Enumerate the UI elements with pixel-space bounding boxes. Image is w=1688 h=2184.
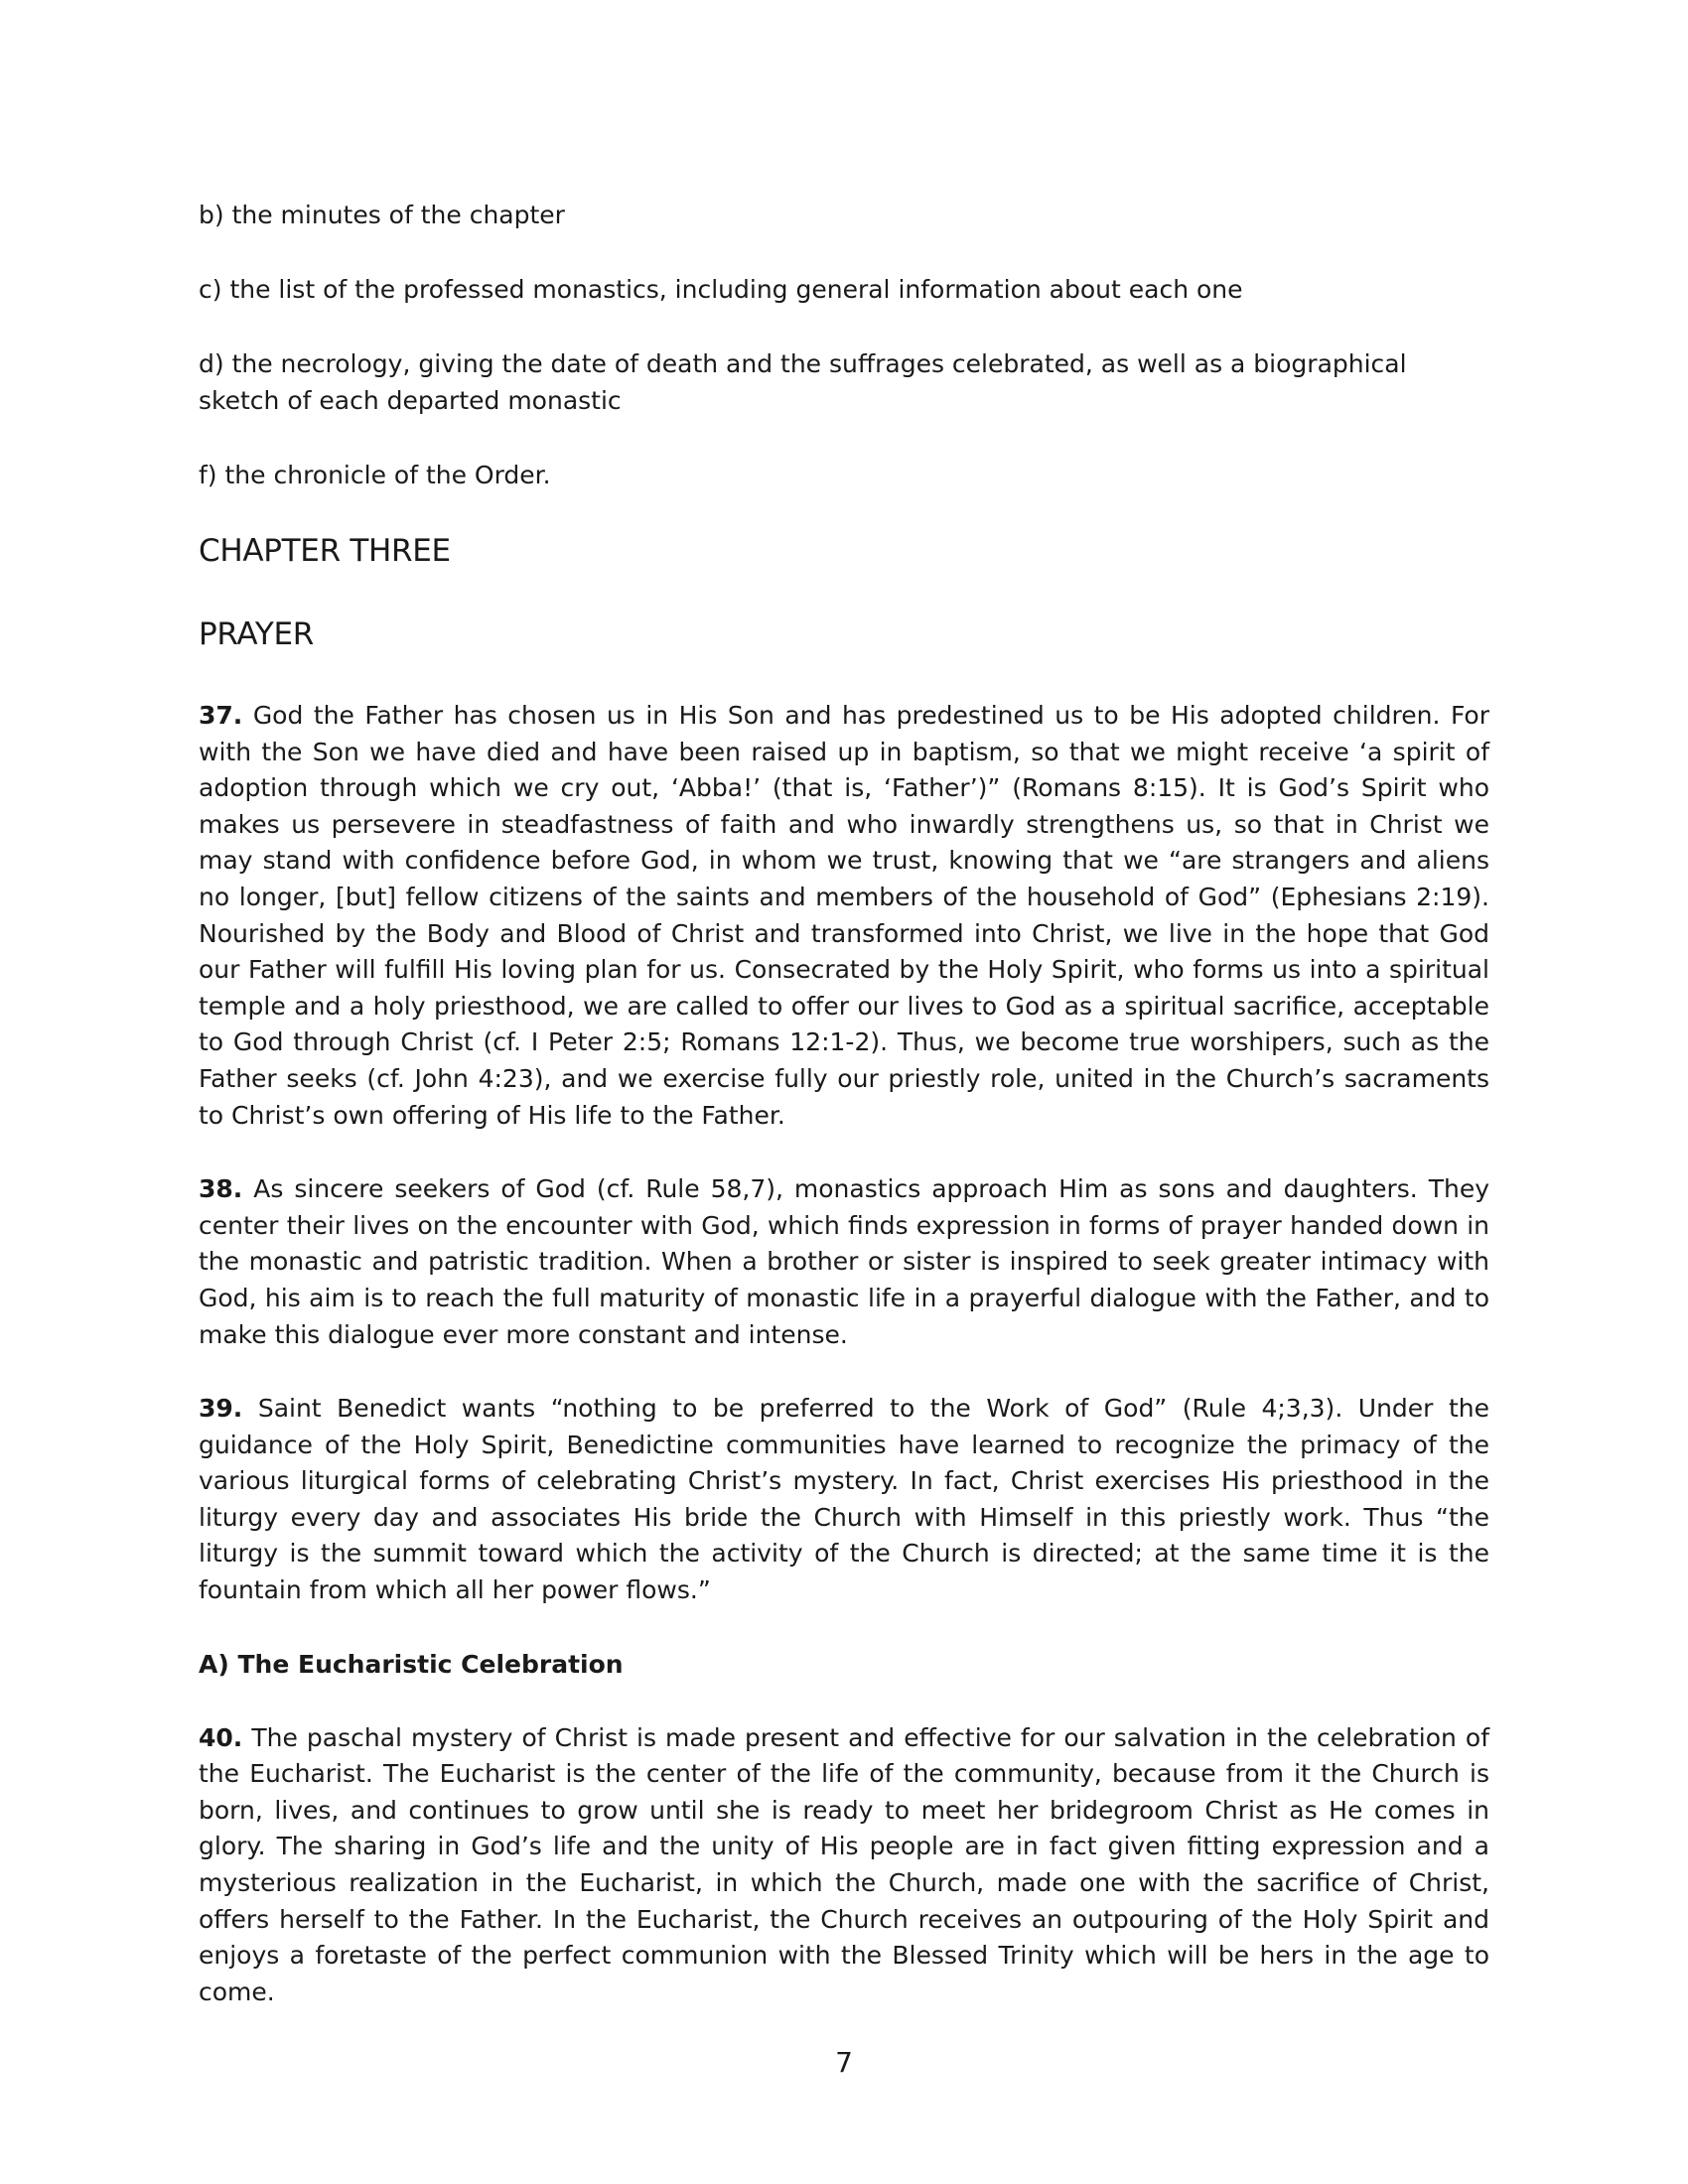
list-item-minutes: b) the minutes of the chapter bbox=[199, 201, 565, 229]
paragraph-text: Saint Benedict wants “nothing to be preferred to the Work of God” (Rule 4;3,3). Under the guidance of the Holy Spirit, Benedictine communities have learned to recognize the primacy of the various liturgical forms of celebrating Christ’s mystery. In fact, Christ exercises His priesthood in the liturgy every day and associates His bride the Church with Himself in this priestly work. Thus “the liturgy is the summit toward which the activity of the Church is directed; at the same time it is the fountain from which all her power flows.” bbox=[199, 1394, 1490, 1605]
paragraph-37 bbox=[199, 698, 1489, 1134]
paragraph-40 bbox=[199, 1720, 1489, 2011]
subheading-eucharistic-celebration: A) The Eucharistic Celebration bbox=[199, 1649, 624, 1679]
list-item-necrology: d) the necrology, giving the date of death and the suffrages celebrated, as well as a biographical sketch of each departed monastic bbox=[199, 349, 1407, 415]
paragraph-text: The paschal mystery of Christ is made present and effective for our salvation in the celebration of the Eucharist. The Eucharist is the center of the life of the community, because from it the Church is born, lives, and continues to grow until she is ready to meet her bridegroom Christ as He comes in glory. The sharing in God’s life and the unity of His people are in fact given fitting expression and a mysterious realization in the Eucharist, in which the Church, made one with the sacrifice of Christ, offers herself to the Father. In the Eucharist, the Church receives an outpouring of the Holy Spirit and enjoys a foretaste of the perfect communion with the Blessed Trinity which will be hers in the age to come. bbox=[199, 1722, 1489, 2006]
paragraph-38 bbox=[199, 1171, 1489, 1353]
paragraph-number: 40. bbox=[199, 1722, 243, 1752]
paragraph-text: God the Father has chosen us in His Son and has predestined us to be His adopted children. For with the Son we have died and have been raised up in baptism, so that we might receive ‘a spirit of adoption through which we cry out, ‘Abba!’ (that is, ‘Father’)” (Romans 8:15). It is God’s Spirit who makes us persevere in steadfastness of faith and who inwardly strengthens us, so that in Christ we may stand with confidence before God, in whom we trust, knowing that we “are strangers and aliens no longer, [but] fellow citizens of the saints and members of the household of God” (Ephesians 2:19). Nourished by the Body and Blood of Christ and transformed into Christ, we live in the hope that God our Father will fulfill His loving plan for us. Consecrated by the Holy Spirit, who forms us into a spiritual temple and a holy priesthood, we are called to offer our lives to God as a spiritual sacrifice, acceptable to God through Christ (cf. I Peter 2:5; Romans 12:1-2). Thus, we become true worshipers, such as the Father seeks (cf. John 4:23), and we exercise fully our priestly role, united in the Church’s sacraments to Christ’s own offering of His life to the Father. bbox=[199, 701, 1490, 1130]
list-item-professed-list: c) the list of the professed monastics, including general information about each one bbox=[199, 275, 1243, 304]
paragraph-number: 37. bbox=[199, 701, 243, 730]
document-page bbox=[199, 197, 1489, 2048]
paragraph-number: 39. bbox=[199, 1394, 243, 1424]
page-number: 7 bbox=[835, 2046, 853, 2079]
section-heading: PRAYER bbox=[199, 616, 315, 652]
paragraph-number: 38. bbox=[199, 1174, 243, 1204]
chapter-heading: CHAPTER THREE bbox=[199, 533, 451, 569]
paragraph-39 bbox=[199, 1391, 1489, 1609]
paragraph-text: As sincere seekers of God (cf. Rule 58,7), monastics approach Him as sons and daughters. They center their lives on the encounter with God, which finds expression in forms of prayer handed down in the monastic and patristic tradition. When a brother or sister is inspired to seek greater intimacy with God, his aim is to reach the full maturity of monastic life in a prayerful dialogue with the Father, and to make this dialogue ever more constant and intense. bbox=[199, 1174, 1489, 1349]
list-item-chronicle: f) the chronicle of the Order. bbox=[199, 461, 551, 489]
